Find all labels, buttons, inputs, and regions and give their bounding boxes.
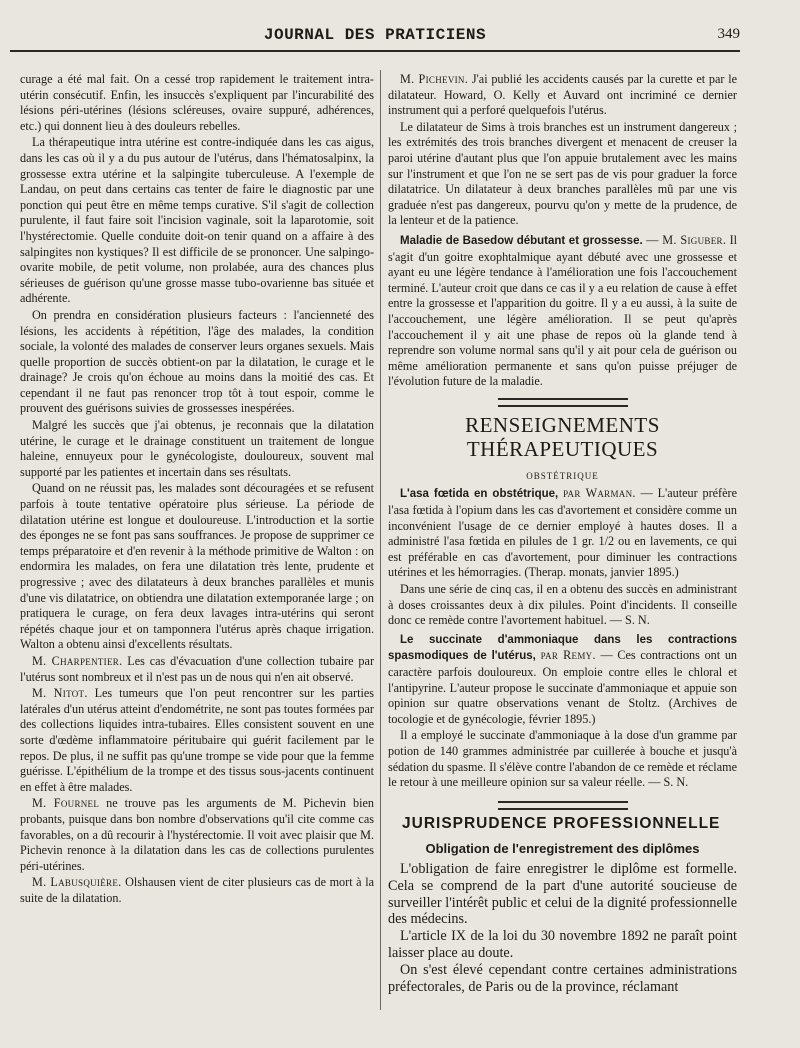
speaker-paragraph xyxy=(20,654,374,685)
speaker-paragraph xyxy=(20,686,374,795)
speaker-name: M. Pichevin. xyxy=(400,72,469,86)
paragraph: Il a employé le succinate d'ammoniaque à la dose d'un gramme par potion de 140 grammes administrée par cuillerée à bouche et jusqu'à sédation du spasme. Il s'élève contre l'abandon de ce remède et réclame le retour à une meilleure opinion sur sa valeur réelle. — S. N. xyxy=(388,728,737,790)
article-title: Obligation de l'enregistrement des diplômes xyxy=(425,841,700,857)
speaker-text: ne trouve pas les arguments de M. Pichevin bien probants, puisque dans bon nombre d'observations qu'il cite comme cas favorables, on a dû recourir à l'hystérectomie. Il voit avec plaisir que M. Pichevin renonce à la dilatation dans les cas de collections purulentes péri-utérines. xyxy=(20,796,374,873)
article-title: Le succinate d'ammoniaque dans les contractions spasmodiques de l'utérus, xyxy=(388,633,737,663)
paragraph: L'obligation de faire enregistrer le diplôme est formelle. Cela se comprend de la part d'une autorité soucieuse de surveiller l'intérêt public et celui de la dignité professionnelle des médecins. xyxy=(388,860,737,928)
article-text: — Ces contractions ont un caractère parfois douloureux. On emploie contre elles le chloral et l'antipyrine. L'auteur propose le succinate d'ammoniaque et appuie son opinion sur quatre observations venant de Stoltz. (Archives de tocologie et de gynécologie, février 1895.) xyxy=(388,648,738,726)
right-column xyxy=(388,72,737,995)
speaker-text: Les tumeurs que l'on peut rencontrer sur les parties latérales d'un utérus atteint d'endométrite, ne sont pas toutes formées par des collections liquides intra-tubaires. Elles consistent souvent en une sorte d'œdème inflammatoire péritubaire qui guérit facilement par le repos. De plus, il ne suffit pas qu'une trompe se vide pour que la femme guérisse. L'épithélium de la trompe et des tissus sous-jacents continuent en effet à être malades. xyxy=(20,686,375,794)
section-separator xyxy=(498,801,628,810)
paragraph: On s'est élevé cependant contre certaines administrations préfectorales, de Paris ou de la province, réclamant xyxy=(388,961,737,995)
speaker-name: M. Nitot. xyxy=(32,686,88,701)
paragraph: La thérapeutique intra utérine est contre-indiquée dans les cas aigus, dans les cas où il y a du pus autour de l'utérus, dans l'hématosalpinx, la grossesse extra utérine et la salpingite tuberculeuse. A l'exemple de Landau, on peut dans certains cas tenter de faire le diagnostic par une ponction qui peut être en même temps curative. S'il s'agit de collection purulente, il faut faire soit l'incision vaginale, soit la laparotomie, soit l'hystérectomie. Quelle conduite doit-on tenir quand on a affaire à des salpingites non kystiques? Il est difficile de se prononcer. Une salpingo-ovarite mobile, de petit volume, non prolabée, aura des chances plus sérieuses de guérison qu'une grosse masse tubo-ovarienne bas située et adhérente. xyxy=(20,135,374,306)
speaker-name: M. Charpentier. xyxy=(32,653,123,668)
section-title: JURISPRUDENCE PROFESSIONNELLE xyxy=(402,814,721,832)
article-author: par Remy. xyxy=(540,648,596,663)
article-text: Il s'agit d'un goitre exophtalmique ayant débuté avec une grossesse et ayant eu une légère tendance à l'amélioration une fois l'accouchement terminé. L'auteur croit que dans ce cas il y a eu relation de cause à effet entre la grossesse et l'apparition du goitre. Il y a eu aussi, à la suite de l'accouchement, une légère amélioration. Il se peut qu'après l'accouchement il y ait une phase de repos où la glande tend à reprendre son volume normal sans qu'il y ait pour cela de guérison ou même amélioration permanente et sans qu'on puisse préjuger de l'évolution future de la maladie. xyxy=(388,232,738,389)
page-number: 349 xyxy=(717,26,740,42)
left-column xyxy=(20,72,374,907)
paragraph: Le dilatateur de Sims à trois branches est un instrument dangereux ; les extrémités des trois branches divergent et menacent de creuser la paroi utérine d'autant plus que l'on appuie brutalement avec les mains sur l'instrument et que l'on ne se sert pas de vis pour graduer la force dilatatrice. Un dilatateur à deux branches parallèles mû par une vis graduée n'est pas dangereux, pourvu qu'on y mette de la prudence, de la lenteur et de la patience. xyxy=(388,119,737,228)
section-title: RENSEIGNEMENTS THÉRAPEUTIQUES xyxy=(465,412,660,461)
article-title: Maladie de Basedow débutant et grossesse. xyxy=(400,234,643,247)
article-author: — M. Siguber. xyxy=(646,232,727,247)
speaker-text: J'ai publié les accidents causés par la curette et par le dilatateur. Howard, O. Kelly et Auvard ont incriminé ce dernier instrument qui a perforé quelquefois l'utérus. xyxy=(388,72,738,118)
paragraph: Dans une série de cinq cas, il en a obtenu des succès en administrant à doses croissantes deux à dix pilules. Point d'incidents. Il conseille donc ce remède contre l'avortement habituel. — S. N. xyxy=(388,582,737,628)
speaker-text: Olshausen vient de citer plusieurs cas de mort à la suite de la dilatation. xyxy=(20,875,374,905)
article xyxy=(388,486,737,581)
jurisprudence-body xyxy=(388,861,737,995)
speaker-name: M. Fournel xyxy=(32,796,100,811)
speaker-text: Les cas d'évacuation d'une collection tubaire par l'utérus sont nombreux et il n'est pas un de nous qui n'en ait observé. xyxy=(20,653,374,684)
paragraph: Malgré les succès que j'ai obtenus, je reconnais que la dilatation utérine, le curage et le drainage constituent un traitement de longue haleine, ennuyeux pour le gynécologiste, douloureux, souvent mal supporté par les patientes et incertain dans ses résultats. xyxy=(20,418,374,479)
paragraph: L'article IX de la loi du 30 novembre 1892 ne paraît point laisser place au doute. xyxy=(388,928,737,961)
speaker-paragraph xyxy=(20,875,374,906)
article-author: par Warman. xyxy=(563,486,636,501)
article xyxy=(388,632,737,728)
page-header xyxy=(10,22,740,52)
paragraph: On prendra en considération plusieurs facteurs : l'ancienneté des lésions, les accidents à répétition, l'âge des malades, la condition sociale, la volonté des malades de conserver leurs organes sexuels. Mais quelle proportion de succès obtient-on par la dilatation, le curage et le drainage? Je crois qu'on échoue au moins dans la moitié des cas. Et cependant il ne faut pas renoncer trop tôt à tout espoir, comme le prouvent des guérisons suivies de grossesses inespérées. xyxy=(20,307,374,416)
speaker-paragraph xyxy=(388,72,737,119)
speaker-paragraph xyxy=(20,796,374,874)
section-separator xyxy=(498,398,628,407)
section-subhead: OBSTÉTRIQUE xyxy=(526,470,599,481)
journal-title: JOURNAL DES PRATICIENS xyxy=(263,26,487,44)
article-title: L'asa fœtida en obstétrique, xyxy=(400,488,559,501)
column-divider xyxy=(380,70,381,1010)
paragraph: Quand on ne réussit pas, les malades sont découragées et se refusent parfois à toute tentative opératoire plus sérieuse. La période de dilatation utérine est longue et douloureuse. L'introduction et la sortie des éponges ne se font pas sans souffrances. Je propose de supprimer ce temps préparatoire et d'en revenir à la méthode primitive de Walton : on endormira les malades, on fera une dilatation très lente, prudente et progressive ; avec des dilatateurs à deux branches parallèles et munis d'une vis dilatatrice, on obtiendra une dilatation extemporanée large ; on pratiquera le curage, on fera deux lavages intra-utérins qui seront répétés chaque jour et on tamponnera l'utérus après chaque irrigation. Walton a obtenu ainsi d'excellents résultats. xyxy=(20,481,374,652)
article-text: — L'auteur préfère l'asa fœtida à l'opium dans les cas d'avortement et considère comme un inconvénient l'usage de ce dernier employé à hautes doses. Il a administré l'asa fœtida en pilules de 1 gr. 1/2 ou en lavements, ce qui est préférable en cas d'avortement, pour diminuer les contractions utérines et les hémorragies. (Therap. monats, janvier 1895.) xyxy=(388,486,737,580)
speaker-name: M. Labusquière. xyxy=(32,875,122,890)
paragraph: curage a été mal fait. On a cessé trop rapidement le traitement intra-utérin consécutif. Enfin, les insuccès s'expliquent par l'incurabilité des lésions péri-utérines (lésions scléreuses, ovaire suppuré, adhérences, etc.) qui donnent lieu à des douleurs rebelles. xyxy=(20,72,374,133)
basedow-article xyxy=(388,233,737,390)
